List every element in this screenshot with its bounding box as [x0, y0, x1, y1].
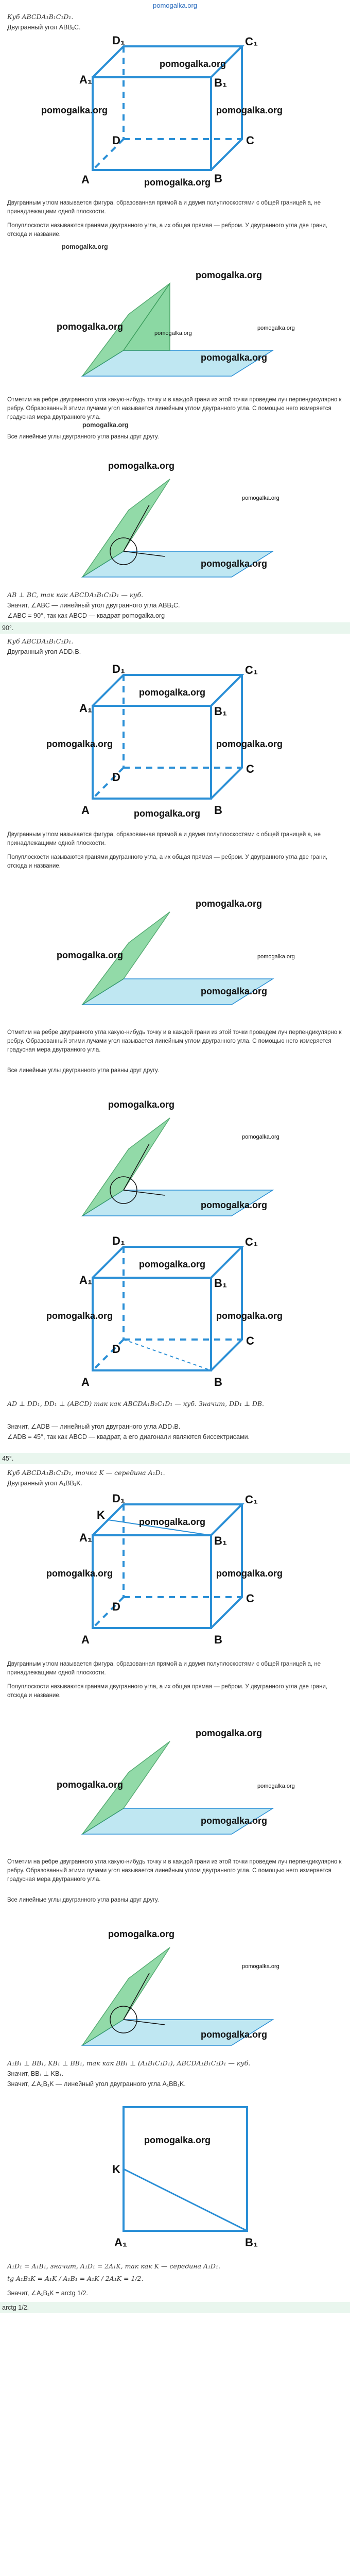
svg-text:pomogalka.org: pomogalka.org	[201, 1816, 268, 1826]
watermark: pomogalka.org	[242, 495, 279, 501]
definition-text: Все линейные углы двугранного угла равны друг другу.	[7, 1067, 159, 1074]
svg-text:pomogalka.org: pomogalka.org	[257, 954, 295, 960]
vertex-label-a: A	[81, 173, 90, 186]
svg-text:A₁: A₁	[79, 1274, 92, 1286]
definition-text: Все линейные углы двугранного угла равны друг другу.	[7, 1897, 159, 1903]
definition-text: Двугранным углом называется фигура, образованная прямой a и двумя полуплоскостями с общей границей a, не принадлежащими одной плоскости.	[7, 832, 321, 846]
svg-text:pomogalka.org: pomogalka.org	[57, 1780, 124, 1790]
vertex-label-c1: C₁	[245, 36, 258, 48]
svg-text:pomogalka.org: pomogalka.org	[201, 1200, 268, 1210]
svg-text:B₁: B₁	[214, 1534, 227, 1547]
cube-figure-3	[46, 1494, 304, 1649]
solution-line: ∠ABC = 90°, так как ABCD — квадрат pomogalka.org	[7, 612, 165, 619]
problem1-given: Куб ABCDA₁B₁C₁D₁.	[7, 13, 74, 21]
svg-text:pomogalka.org: pomogalka.org	[201, 986, 268, 996]
solution-line: Значит, ∠ADB — линейный угол двугранного угла ADD₁B.	[7, 1423, 181, 1430]
vertex-label-k: K	[97, 1509, 105, 1521]
svg-text:pomogalka.org: pomogalka.org	[46, 1568, 113, 1579]
svg-text:B₁: B₁	[245, 2236, 258, 2249]
svg-text:pomogalka.org: pomogalka.org	[139, 1259, 206, 1269]
svg-text:D₁: D₁	[112, 1494, 125, 1505]
vertex-label-b: B	[214, 172, 222, 185]
cube-figure-2-diagonal	[46, 1236, 304, 1391]
watermark: pomogalka.org	[257, 325, 295, 331]
watermark: pomogalka.org	[41, 105, 108, 115]
svg-text:B₁: B₁	[214, 705, 227, 718]
svg-text:pomogalka.org: pomogalka.org	[108, 1099, 175, 1110]
definition-text: Все линейные углы двугранного угла равны друг другу.	[7, 434, 159, 440]
svg-text:K: K	[112, 2163, 120, 2176]
svg-text:pomogalka.org: pomogalka.org	[242, 1134, 279, 1140]
svg-text:D: D	[112, 1343, 120, 1355]
linear-angle-figure	[46, 1917, 314, 2050]
linear-angle-figure	[46, 1087, 314, 1221]
watermark: pomogalka.org	[57, 321, 124, 332]
cube-figure-1	[41, 36, 309, 191]
solution-line: A₁B₁ ⊥ BB₁, KB₁ ⊥ BB₁, так как BB₁ ⊥ (A₁B₁C₁D₁), ABCDA₁B₁C₁D₁ — куб.	[7, 2059, 251, 2067]
dihedral-angle-figure	[46, 1716, 314, 1839]
watermark: pomogalka.org	[160, 59, 226, 69]
cube-figure-2	[46, 665, 304, 819]
definition-text: Двугранным углом называется фигура, образованная прямой a и двумя полуплоскостями с общей границей a, не принадлежащими одной плоскости.	[7, 200, 321, 215]
watermark: pomogalka.org	[62, 243, 108, 250]
definition-text: Полуплоскости называются гранями двугранного угла, а их общая прямая — ребром. У двугранного угла две грани, отсюда и название.	[7, 854, 328, 869]
solution-line: AB ⊥ BC, так как ABCDA₁B₁C₁D₁ — куб.	[7, 591, 144, 599]
svg-text:pomogalka.org: pomogalka.org	[57, 950, 124, 960]
watermark: pomogalka.org	[144, 177, 211, 188]
svg-text:pomogalka.org: pomogalka.org	[46, 1311, 113, 1321]
watermark: pomogalka.org	[82, 421, 129, 429]
svg-text:A₁: A₁	[79, 702, 92, 715]
watermark: pomogalka.org	[196, 270, 262, 280]
svg-text:pomogalka.org: pomogalka.org	[108, 1929, 175, 1939]
svg-text:pomogalka.org: pomogalka.org	[196, 1728, 262, 1738]
svg-text:pomogalka.org: pomogalka.org	[216, 1311, 283, 1321]
definition-text: Отметим на ребре двугранного угла какую-нибудь точку и в каждой грани из этой точки проведем луч перпендикулярно к ребру. Образованный этими лучами угол называется линейным углом двугранного угла. С помощью него измеряется градусная мера двугранного угла.	[7, 397, 342, 420]
watermark: pomogalka.org	[154, 330, 192, 336]
vertex-label-a1: A₁	[79, 73, 92, 86]
svg-text:C: C	[246, 762, 254, 775]
svg-text:C₁: C₁	[245, 1494, 258, 1506]
svg-text:A₁: A₁	[114, 2236, 127, 2249]
svg-text:C: C	[246, 1334, 254, 1347]
solution-line: AD ⊥ DD₁, DD₁ ⊥ (ABCD) так как ABCDA₁B₁C₁D₁ — куб. Значит, DD₁ ⊥ DB.	[7, 1400, 265, 1408]
svg-text:pomogalka.org: pomogalka.org	[46, 739, 113, 749]
definition-text: Полуплоскости называются гранями двугранного угла, а их общая прямая — ребром. У двугранного угла две грани, отсюда и название.	[7, 223, 328, 238]
solution-line: Значит, ∠A₁B₁K = arctg 1/2.	[7, 2290, 88, 2297]
definition-text: Отметим на ребре двугранного угла какую-нибудь точку и в каждой грани из этой точки проведем луч перпендикулярно к ребру. Образованный этими лучами угол называется линейным углом двугранного угла. С помощью него измеряется градусная мера двугранного угла.	[7, 1859, 342, 1883]
watermark: pomogalka.org	[216, 105, 283, 115]
solution-line: ∠ADB = 45°, так как ABCD — квадрат, а его диагонали являются биссектрисами.	[7, 1433, 250, 1440]
svg-text:pomogalka.org: pomogalka.org	[216, 1568, 283, 1579]
svg-text:A: A	[81, 804, 90, 817]
square-face-figure	[103, 2097, 268, 2251]
svg-text:pomogalka.org: pomogalka.org	[201, 2029, 268, 2040]
svg-text:C₁: C₁	[245, 1236, 258, 1248]
svg-text:D₁: D₁	[112, 1236, 125, 1247]
watermark: pomogalka.org	[108, 461, 175, 471]
vertex-label-b1: B₁	[214, 76, 227, 89]
definition-text: Отметим на ребре двугранного угла какую-нибудь точку и в каждой грани из этой точки проведем луч перпендикулярно к ребру. Образованный этими лучами угол называется линейным углом двугранного угла. С помощью него измеряется градусная мера двугранного угла.	[7, 1029, 342, 1053]
problem1-find: Двугранный угол ABB₁C.	[7, 24, 81, 31]
svg-text:A: A	[81, 1376, 90, 1388]
svg-text:pomogalka.org: pomogalka.org	[139, 1517, 206, 1527]
svg-text:C₁: C₁	[245, 665, 258, 676]
svg-text:C: C	[246, 1592, 254, 1605]
svg-text:pomogalka.org: pomogalka.org	[216, 739, 283, 749]
svg-text:A: A	[81, 1633, 90, 1646]
solution-line: Значит, ∠ABC — линейный угол двугранного угла ABB₁C.	[7, 602, 180, 609]
watermark: pomogalka.org	[201, 352, 268, 363]
vertex-label-d1: D₁	[112, 36, 125, 47]
answer-box: arctg 1/2.	[0, 2302, 350, 2313]
svg-text:pomogalka.org: pomogalka.org	[134, 808, 201, 819]
definition-text: Двугранным углом называется фигура, образованная прямой a и двумя полуплоскостями с общей границей a, не принадлежащими одной плоскости.	[7, 1661, 321, 1676]
problem3-find: Двугранный угол A₁BB₁K.	[7, 1480, 83, 1487]
vertex-label-d: D	[112, 134, 120, 147]
answer-box: 45°.	[0, 1453, 350, 1464]
linear-angle-figure	[46, 448, 314, 582]
watermark: pomogalka.org	[201, 558, 268, 569]
svg-text:B: B	[214, 1376, 222, 1388]
problem3-given: Куб ABCDA₁B₁C₁D₁, точка K — середина A₁D₁.	[7, 1469, 165, 1477]
site-header-link[interactable]: pomogalka.org	[153, 2, 197, 9]
svg-text:D₁: D₁	[112, 665, 125, 675]
svg-text:D: D	[112, 771, 120, 784]
svg-text:D: D	[112, 1600, 120, 1613]
svg-text:pomogalka.org: pomogalka.org	[242, 1963, 279, 1970]
solution-line: Значит, BB₁ ⊥ KB₁.	[7, 2070, 64, 2077]
svg-text:pomogalka.org: pomogalka.org	[196, 899, 262, 909]
solution-line: A₁D₁ = A₁B₁, значит, A₁D₁ = 2A₁K, так как K — середина A₁D₁.	[7, 2262, 220, 2270]
vertex-label-c: C	[246, 134, 254, 147]
dihedral-angle-figure	[46, 258, 314, 381]
answer-box: 90°.	[0, 622, 350, 634]
dihedral-angle-figure	[46, 886, 314, 1010]
svg-text:pomogalka.org: pomogalka.org	[139, 687, 206, 698]
svg-text:pomogalka.org: pomogalka.org	[144, 2135, 211, 2145]
tangent-formula: tg A₁B₁K = A₁K / A₁B₁ = A₁K / 2A₁K = 1/2.	[7, 2275, 144, 2282]
problem2-find: Двугранный угол ADD₁B.	[7, 648, 81, 655]
svg-text:B: B	[214, 804, 222, 817]
solution-line: Значит, ∠A₁B₁K — линейный угол двугранного угла A₁BB₁K.	[7, 2080, 186, 2088]
definition-text: Полуплоскости называются гранями двугранного угла, а их общая прямая — ребром. У двугранного угла две грани, отсюда и название.	[7, 1684, 328, 1699]
svg-text:B: B	[214, 1633, 222, 1646]
svg-text:A₁: A₁	[79, 1531, 92, 1544]
svg-text:pomogalka.org: pomogalka.org	[257, 1783, 295, 1789]
svg-text:B₁: B₁	[214, 1277, 227, 1290]
problem2-given: Куб ABCDA₁B₁C₁D₁.	[7, 637, 74, 645]
